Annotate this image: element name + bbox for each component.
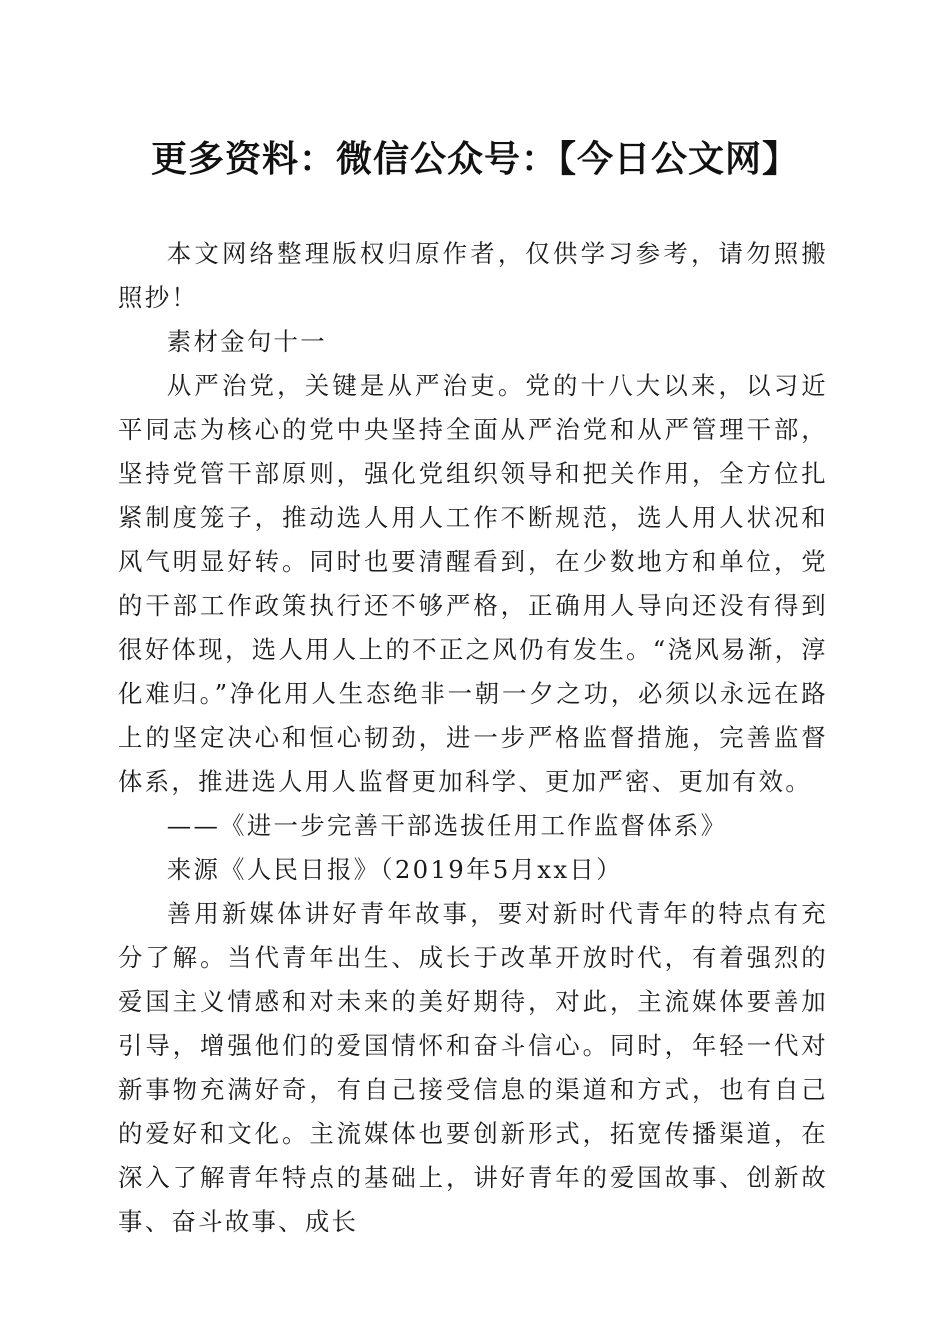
citation-line: ——《进一步完善干部选拔任用工作监督体系》: [166, 811, 728, 840]
page-title: 更多资料：微信公众号：【今日公文网】: [150, 138, 799, 180]
paragraph-2: 善用新媒体讲好青年故事，要对新时代青年的特点有充分了解。当代青年出生、成长于改革开放时代，有着强烈的爱国主义情感和对未来的美好期待，对此，主流媒体要善加引导，增强他们的爱国情怀和奋斗信心。同时，年轻一代对新事物充满好奇，有自己接受信息的渠道和方式，也有自己的爱好和文化。主流媒体也要创新形式，拓宽传播渠道，在深入了解青年特点的基础上，讲好青年的爱国故事、创新故事、奋斗故事、成长: [118, 899, 828, 1236]
copyright-notice: 本文网络整理版权归原作者，仅供学习参考，请勿照搬照抄！: [118, 239, 828, 312]
section-heading: 素材金句十一: [166, 327, 327, 356]
source-line: 来源《人民日报》（2019年5月xx日）: [166, 855, 623, 884]
paragraph-1: 从严治党，关键是从严治吏。党的十八大以来，以习近平同志为核心的党中央坚持全面从严治党和从严管理干部，坚持党管干部原则，强化党组织领导和把关作用，全方位扎紧制度笼子，推动选人用人工作不断规范，选人用人状况和风气明显好转。同时也要清醒看到，在少数地方和单位，党的干部工作政策执行还不够严格，正确用人导向还没有得到很好体现，选人用人上的不正之风仍有发生。“浇风易渐，淳化难归。”净化用人生态绝非一朝一夕之功，必须以永远在路上的坚定决心和恒心韧劲，进一步严格监督措施，完善监督体系，推进选人用人监督更加科学、更加严密、更加有效。: [118, 371, 828, 796]
document-body: [118, 232, 828, 1244]
